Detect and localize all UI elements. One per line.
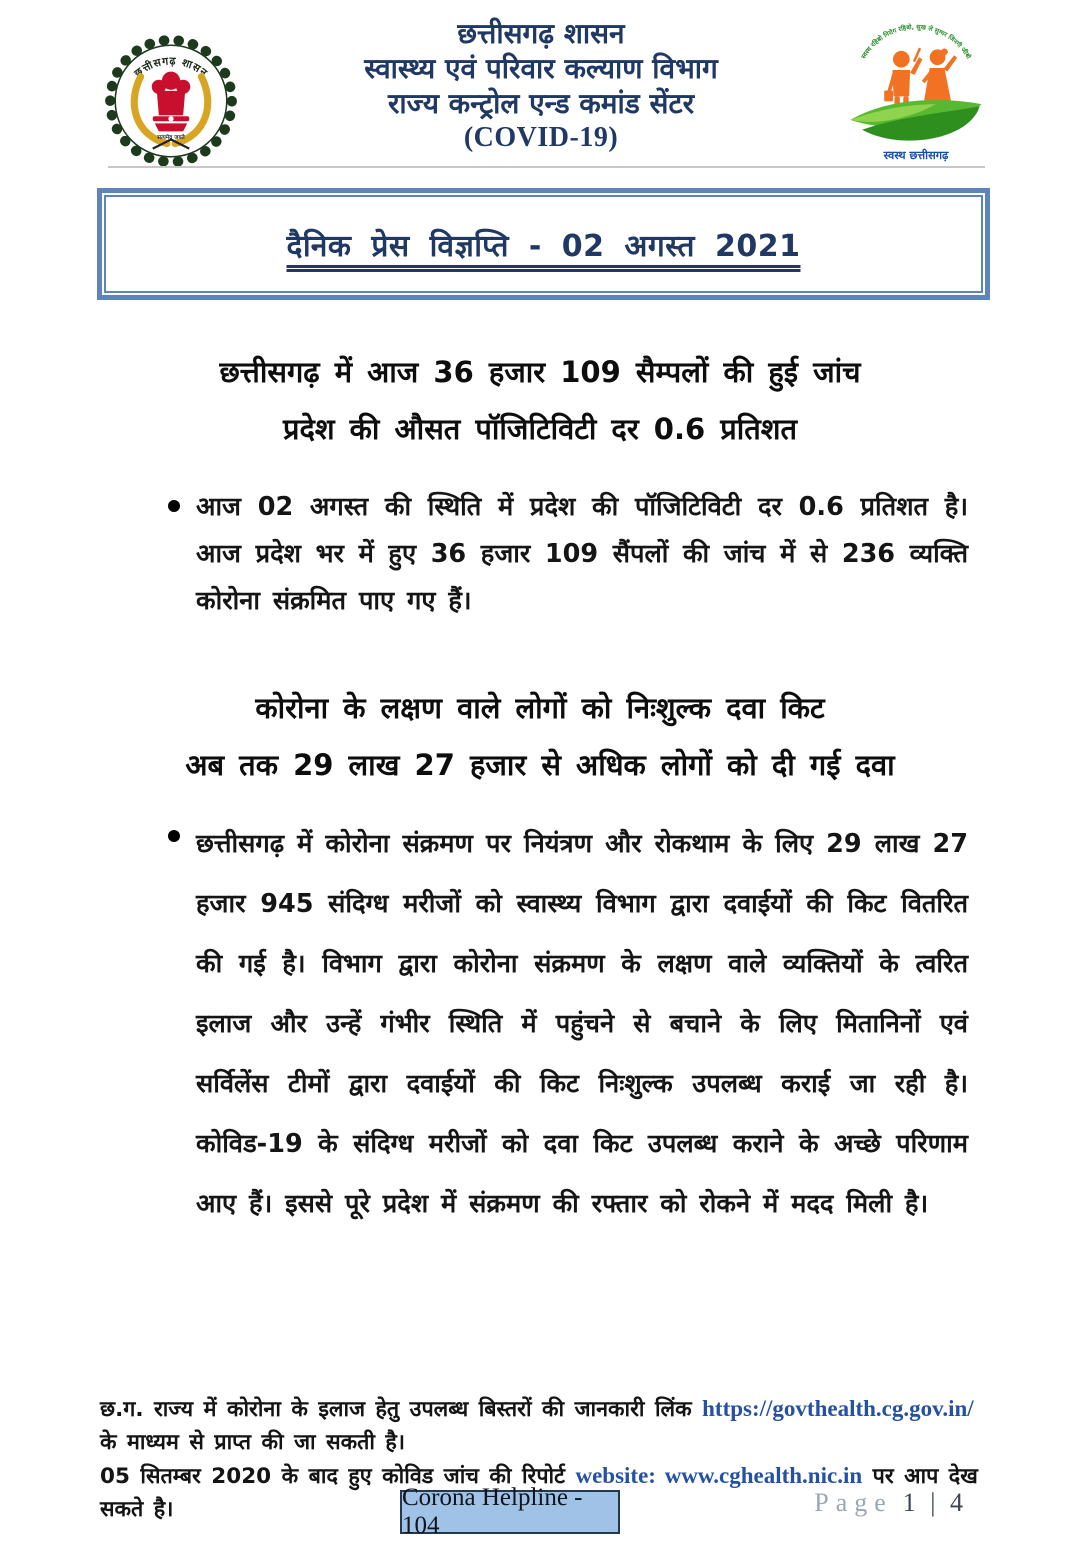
press-release-title: दैनिक प्रेस विज्ञप्ति - 02 अगस्त 2021 — [286, 228, 801, 264]
footer-note2-pre: 05 सितम्बर 2020 के बाद हुए कोविड जांच की रिपोर्ट — [100, 1464, 565, 1489]
page-indicator-value: 1 | 4 — [902, 1488, 967, 1517]
section2-heading-line2: अब तक 29 लाख 27 हजार से अधिक लोगों को दी गई दवा — [185, 748, 895, 782]
footer-bottom-row — [100, 1484, 985, 1546]
footer-note2-post: पर आप देख सकते है। — [100, 1464, 978, 1522]
press-release-title-box — [97, 188, 990, 300]
section1-bullet-text: आज 02 अगस्त की स्थिति में प्रदेश की पॉजिटिविटी दर 0.6 प्रतिशत है। आज प्रदेश भर में हुए 36 हजार 109 सैंपलों की जांच में से 236 व्यक्ति कोरोना संक्रमित पाए गए हैं। — [196, 492, 968, 616]
section2-heading — [0, 680, 1080, 794]
section2-bullet — [196, 814, 968, 1234]
chhattisgarh-state-emblem-logo — [100, 30, 242, 172]
section1-heading-line2: प्रदेश की औसत पॉजिटिविटी दर 0.6 प्रतिशत — [282, 412, 798, 446]
health-logo-caption: स्वस्थ छत्तीसगढ़ — [883, 149, 949, 163]
org-title-block — [242, 14, 840, 155]
header-divider — [108, 166, 985, 168]
bullet-dot-icon — [168, 500, 180, 512]
org-line-center: राज्य कन्ट्रोल एन्ड कमांड सेंटर — [387, 87, 695, 120]
section1-bullet — [196, 484, 968, 625]
document-header — [0, 0, 1080, 172]
footer-note1-pre: छ.ग. राज्य में कोरोना के इलाज हेतु उपलब्ध बिस्तरों की जानकारी लिंक — [100, 1397, 692, 1422]
emblem-motto-text: सत्यमेव जयते — [157, 135, 185, 142]
cghealth-link[interactable]: website: www.cghealth.nic.in — [575, 1463, 863, 1488]
swasth-chhattisgarh-logo — [840, 22, 992, 164]
document-body — [0, 300, 1080, 1234]
footer-note-beds — [100, 1392, 985, 1459]
section1-heading — [0, 344, 1080, 458]
corona-helpline-label: Corona Helpline - 104 — [402, 1484, 583, 1539]
org-line-department: स्वास्थ्य एवं परिवार कल्याण विभाग — [364, 52, 718, 85]
org-line-covid: (COVID-19) — [463, 122, 619, 153]
section2-bullet-text: छत्तीसगढ़ में कोरोना संक्रमण पर नियंत्रण और रोकथाम के लिए 29 लाख 27 हजार 945 संदिग्ध मरीजों को स्वास्थ्य विभाग द्वारा दवाईयों की किट वितरित की गई है। विभाग द्वारा कोरोना संक्रमण के लक्षण वाले व्यक्तियों के त्वरित इलाज और उन्हें गंभीर स्थिति में पहुंचने से बचाने के लिए मितानिनों एवं सर्विलेंस टीमों द्वारा दवाईयों की किट निःशुल्क उपलब्ध कराई जा रही है। कोविड-19 के संदिग्ध मरीजों को दवा किट उपलब्ध कराने के अच्छे परिणाम आए हैं। इससे पूरे प्रदेश में संक्रमण की रफ्तार को रोकने में मदद मिली है। — [196, 829, 968, 1219]
page-indicator — [814, 1488, 967, 1518]
section2-heading-line1: कोरोना के लक्षण वाले लोगों को निःशुल्क दवा किट — [255, 691, 825, 725]
footer-note1-post: के माध्यम से प्राप्त की जा सकती है। — [100, 1430, 405, 1455]
emblem-arc-text: छत्तीसगढ़ शासन — [131, 54, 211, 80]
health-logo-arc-text: स्वस्थ रहिबो निरोग रहिबो, सुख ले सुग्घर जिनगी जीबो — [860, 23, 972, 61]
section1-heading-line1: छत्तीसगढ़ में आज 36 हजार 109 सैम्पलों की हुई जांच — [219, 355, 861, 389]
page-indicator-label: Page — [814, 1488, 893, 1517]
bullet-dot-icon — [168, 830, 180, 842]
org-line-government: छत्तीसगढ़ शासन — [457, 17, 625, 50]
govthealth-link[interactable]: https://govthealth.cg.gov.in/ — [702, 1396, 974, 1421]
leaf-hands-icon — [850, 100, 981, 141]
corona-helpline-box — [400, 1484, 620, 1539]
